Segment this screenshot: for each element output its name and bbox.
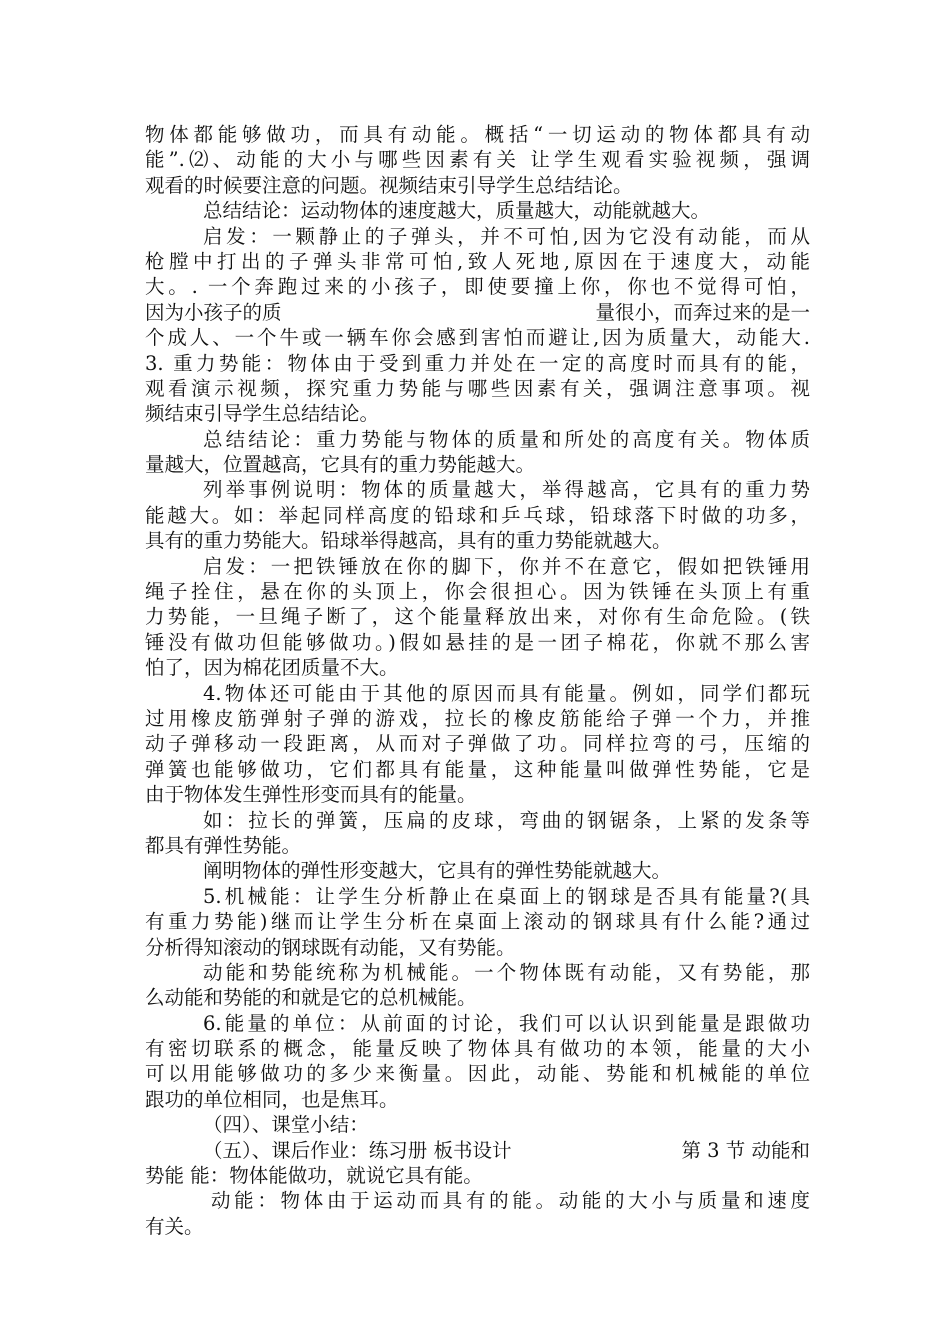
text-line: 锤没有做功但能够做功。)假如悬挂的是一团子棉花，你就不那么害 <box>145 630 810 654</box>
text-line: 启发：一把铁锤放在你的脚下，你并不在意它，假如把铁锤用 <box>203 554 810 578</box>
text-line: 绳子拴住，悬在你的头顶上，你会很担心。因为铁锤在头顶上有重 <box>145 580 810 604</box>
text-fragment: 量很小，而奔过来的是一 <box>595 300 810 324</box>
text-line: 总结结论：重力势能与物体的质量和所处的高度有关。物体质 <box>203 427 810 451</box>
text-line: 怕了，因为棉花团质量不大。 <box>145 656 399 680</box>
text-line: 能越大。如：举起同样高度的铅球和乒乓球，铅球落下时做的功多， <box>145 503 810 527</box>
text-line: 分析得知滚动的钢球既有动能，又有势能。 <box>145 935 516 959</box>
text-line: 动子弹移动一段距离，从而对子弹做了功。同样拉弯的弓，压缩的 <box>145 732 810 756</box>
text-line: 大。. 一个奔跑过来的小孩子，即使要撞上你，你也不觉得可怕， <box>145 275 810 299</box>
text-line: 观看演示视频，探究重力势能与哪些因素有关，强调注意事项。视 <box>145 376 810 400</box>
text-line: 动能：物体由于运动而具有的能。动能的大小与质量和速度 <box>211 1189 810 1213</box>
text-line-split <box>145 300 810 325</box>
text-line: 6.能量的单位：从前面的讨论，我们可以认识到能量是跟做功 <box>203 1011 810 1035</box>
text-line: 个成人、一个牛或一辆车你会感到害怕而避让,因为质量大，动能大. <box>145 326 810 350</box>
text-line: 力势能，一旦绳子断了，这个能量释放出来，对你有生命危险。(铁 <box>145 605 810 629</box>
text-line: 量越大，位置越高，它具有的重力势能越大。 <box>145 453 536 477</box>
text-line: （四）、课堂小结： <box>203 1113 369 1137</box>
text-fragment: （五）、课后作业：练习册 板书设计 <box>203 1138 512 1162</box>
text-line: 跟功的单位相同，也是焦耳。 <box>145 1087 399 1111</box>
text-line: 如：拉长的弹簧，压扁的皮球，弯曲的钢锯条，上紧的发条等 <box>203 808 810 832</box>
text-line: 5.机械能：让学生分析静止在桌面上的钢球是否具有能量?(具 <box>203 884 810 908</box>
text-line: 物体都能够做功，而具有动能。概括“一切运动的物体都具有动 <box>145 123 810 146</box>
text-line: 动能和势能统称为机械能。一个物体既有动能，又有势能，那 <box>203 960 810 984</box>
text-line: 弹簧也能够做功，它们都具有能量，这种能量叫做弹性势能，它是 <box>145 757 810 781</box>
text-line: 具有的重力势能大。铅球举得越高，具有的重力势能就越大。 <box>145 529 672 553</box>
text-line: 由于物体发生弹性形变而具有的能量。 <box>145 783 477 807</box>
text-line: 可以用能够做功的多少来衡量。因此，动能、势能和机械能的单位 <box>145 1062 810 1086</box>
document-page <box>145 122 810 1239</box>
text-line: 过用橡皮筋弹射子弹的游戏，拉长的橡皮筋能给子弹一个力，并推 <box>145 706 810 730</box>
text-line: 势能 能：物体能做功，就说它具有能。 <box>145 1164 483 1188</box>
text-line: 启发：一颗静止的子弹头，并不可怕,因为它没有动能，而从 <box>203 224 810 248</box>
text-line: 频结束引导学生总结结论。 <box>145 402 380 426</box>
text-line: 有重力势能)继而让学生分析在桌面上滚动的钢球具有什么能?通过 <box>145 910 810 934</box>
text-line: 观看的时候要注意的问题。视频结束引导学生总结结论。 <box>145 173 633 197</box>
text-line: 枪膛中打出的子弹头非常可怕,致人死地,原因在于速度大，动能 <box>145 249 810 273</box>
text-line: 都具有弹性势能。 <box>145 833 302 857</box>
text-fragment: 因为小孩子的质 <box>145 300 282 324</box>
text-line: 4.物体还可能由于其他的原因而具有能量。例如，同学们都玩 <box>203 681 810 705</box>
text-line: 有关。 <box>145 1214 204 1238</box>
text-line: 总结结论：运动物体的速度越大，质量越大，动能就越大。 <box>203 199 711 223</box>
text-line: 能”.⑵、动能的大小与哪些因素有关 让学生观看实验视频，强调 <box>145 148 810 172</box>
text-line: 列举事例说明：物体的质量越大，举得越高，它具有的重力势 <box>203 478 810 502</box>
text-line: 3. 重力势能：物体由于受到重力并处在一定的高度时而具有的能， <box>145 351 810 375</box>
text-line-split <box>145 1138 810 1163</box>
text-line: 有密切联系的概念，能量反映了物体具有做功的本领，能量的大小 <box>145 1037 810 1061</box>
text-line: 么动能和势能的和就是它的总机械能。 <box>145 986 477 1010</box>
text-line: 阐明物体的弹性形变越大，它具有的弹性势能就越大。 <box>203 859 672 883</box>
text-fragment: 第 3 节 动能和 <box>681 1138 810 1162</box>
